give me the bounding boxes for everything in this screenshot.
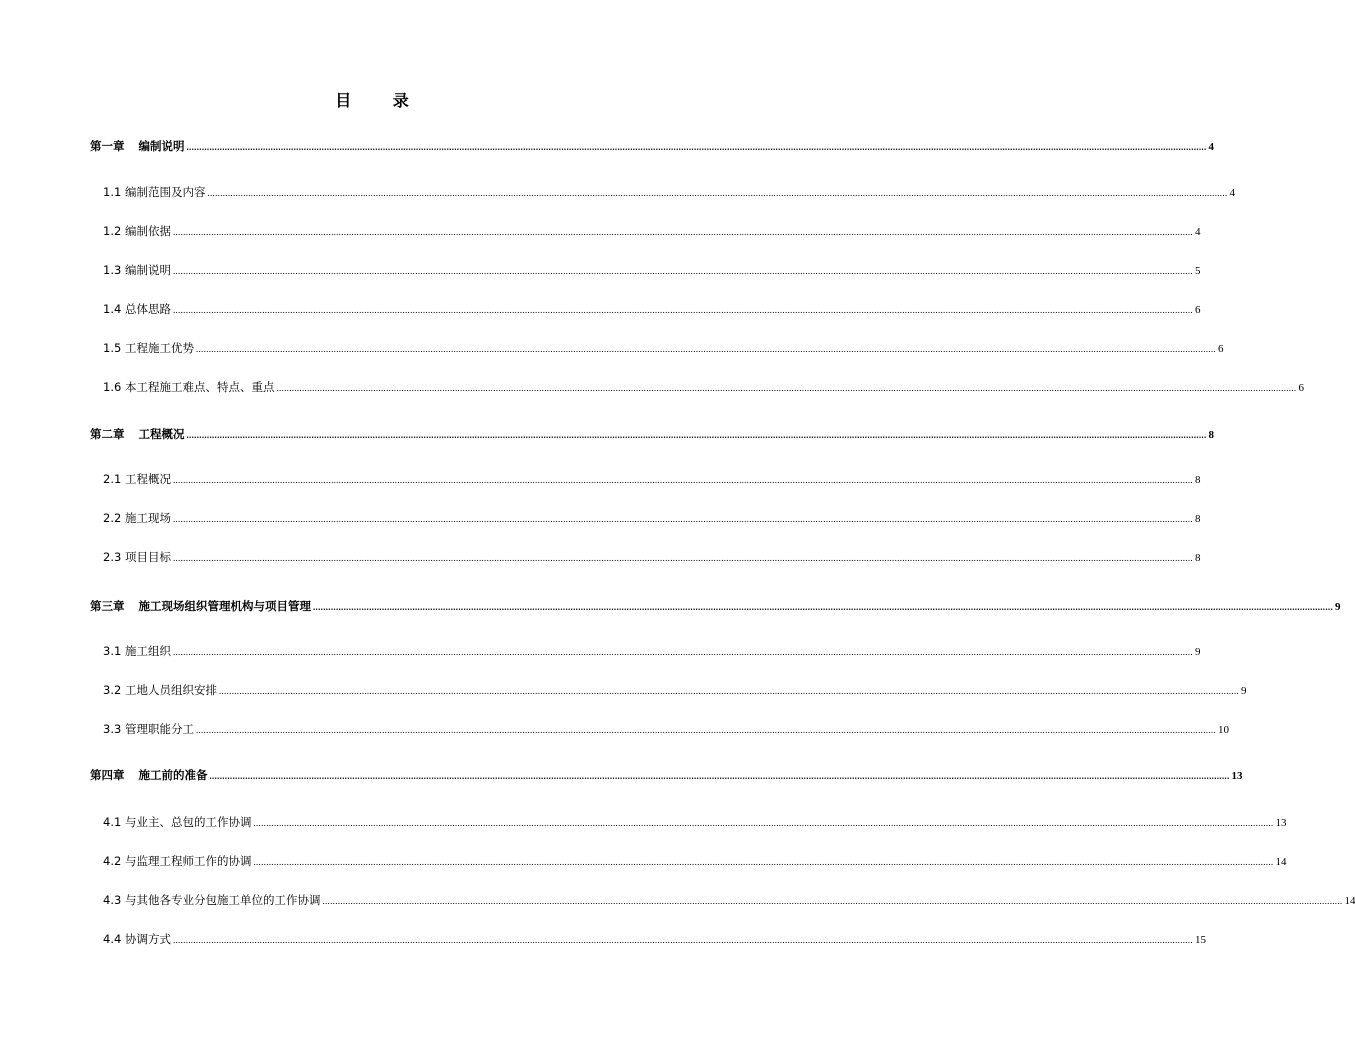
toc-page-number: 8 — [1194, 474, 1201, 486]
toc-section-title: 1.2 编制依据 — [103, 224, 171, 238]
toc-chapter-title: 施工现场组织管理机构与项目管理 — [138, 599, 311, 613]
toc-section-entry[interactable] — [0, 469, 1201, 489]
toc-chapter-title: 工程概况 — [138, 427, 185, 441]
toc-section-title: 1.4 总体思路 — [103, 302, 171, 316]
toc-page-number: 9 — [1194, 646, 1201, 658]
toc-leader-dots: ................................................................................................................................................................................................................................................................................................................................................................................................................ — [195, 344, 1216, 354]
toc-leader-dots: ................................................................................................................................................................................................................................................................................................................................................................................................................ — [313, 602, 1333, 612]
toc-leader-dots: ................................................................................................................................................................................................................................................................................................................................................................................................................ — [195, 725, 1216, 735]
toc-section-entry[interactable] — [0, 719, 1229, 739]
toc-leader-dots: ................................................................................................................................................................................................................................................................................................................................................................................................................ — [172, 305, 1193, 315]
toc-chapter-number: 第三章 — [90, 599, 125, 613]
toc-leader-dots: ................................................................................................................................................................................................................................................................................................................................................................................................................ — [186, 430, 1207, 440]
toc-leader-dots: ................................................................................................................................................................................................................................................................................................................................................................................................................ — [276, 383, 1297, 393]
toc-section-title: 3.3 管理职能分工 — [103, 722, 194, 736]
toc-page-number: 4 — [1194, 226, 1201, 238]
toc-section-entry[interactable] — [0, 299, 1201, 319]
toc-section-entry[interactable] — [0, 377, 1304, 397]
toc-page-number: 9 — [1335, 601, 1341, 613]
toc-page-number: 14 — [1275, 856, 1287, 868]
toc-leader-dots: ................................................................................................................................................................................................................................................................................................................................................................................................................ — [172, 935, 1193, 945]
toc-section-entry[interactable] — [0, 812, 1287, 832]
toc-section-entry[interactable] — [0, 851, 1287, 871]
toc-chapter-number: 第二章 — [90, 427, 125, 441]
toc-page-number: 8 — [1194, 513, 1201, 525]
toc-section-entry[interactable] — [0, 260, 1201, 280]
toc-leader-dots: ................................................................................................................................................................................................................................................................................................................................................................................................................ — [172, 553, 1193, 563]
toc-page-number: 13 — [1275, 817, 1287, 829]
toc-page-number: 8 — [1194, 552, 1201, 564]
toc-section-entry[interactable] — [0, 547, 1201, 567]
toc-leader-dots: ................................................................................................................................................................................................................................................................................................................................................................................................................ — [209, 771, 1230, 781]
toc-leader-dots: ................................................................................................................................................................................................................................................................................................................................................................................................................ — [186, 142, 1207, 152]
toc-section-title: 2.2 施工现场 — [103, 511, 171, 525]
toc-leader-dots: ................................................................................................................................................................................................................................................................................................................................................................................................................ — [172, 647, 1193, 657]
toc-section-entry[interactable] — [0, 929, 1206, 949]
toc-page-number: 6 — [1194, 304, 1201, 316]
toc-chapter-entry[interactable] — [0, 424, 1214, 444]
toc-section-entry[interactable] — [0, 182, 1235, 202]
toc-page-number: 4 — [1208, 141, 1214, 153]
toc-chapter-title: 编制说明 — [138, 139, 185, 153]
toc-section-entry[interactable] — [0, 508, 1201, 528]
toc-leader-dots: ................................................................................................................................................................................................................................................................................................................................................................................................................ — [322, 896, 1343, 906]
toc-section-title: 1.1 编制范围及内容 — [103, 185, 206, 199]
toc-section-title: 1.5 工程施工优势 — [103, 341, 194, 355]
toc-title: 目 录 — [335, 91, 427, 110]
toc-section-title: 2.1 工程概况 — [103, 472, 171, 486]
toc-chapter-entry[interactable] — [0, 136, 1214, 156]
toc-section-entry[interactable] — [0, 338, 1224, 358]
toc-section-title: 3.2 工地人员组织安排 — [103, 683, 217, 697]
toc-page-number: 9 — [1240, 685, 1247, 697]
toc-leader-dots: ................................................................................................................................................................................................................................................................................................................................................................................................................ — [253, 857, 1274, 867]
toc-page-number: 5 — [1194, 265, 1201, 277]
toc-section-title: 4.2 与监理工程师工作的协调 — [103, 854, 252, 868]
toc-section-title: 1.3 编制说明 — [103, 263, 171, 277]
toc-section-title: 4.4 协调方式 — [103, 932, 171, 946]
toc-page-number: 14 — [1344, 895, 1355, 907]
toc-page-number: 4 — [1229, 187, 1235, 199]
toc-section-title: 3.1 施工组织 — [103, 644, 171, 658]
toc-chapter-number: 第四章 — [90, 768, 125, 782]
toc-leader-dots: ................................................................................................................................................................................................................................................................................................................................................................................................................ — [218, 686, 1239, 696]
toc-section-entry[interactable] — [0, 890, 1355, 910]
toc-section-entry[interactable] — [0, 680, 1247, 700]
toc-chapter-entry[interactable] — [0, 765, 1243, 785]
toc-leader-dots: ................................................................................................................................................................................................................................................................................................................................................................................................................ — [172, 266, 1193, 276]
toc-leader-dots: ................................................................................................................................................................................................................................................................................................................................................................................................................ — [172, 227, 1193, 237]
toc-page-number: 10 — [1217, 724, 1229, 736]
toc-chapter-entry[interactable] — [0, 596, 1341, 616]
toc-page-number: 15 — [1194, 934, 1206, 946]
toc-leader-dots: ................................................................................................................................................................................................................................................................................................................................................................................................................ — [207, 188, 1228, 198]
toc-chapter-title: 施工前的准备 — [138, 768, 208, 782]
toc-leader-dots: ................................................................................................................................................................................................................................................................................................................................................................................................................ — [253, 818, 1274, 828]
toc-leader-dots: ................................................................................................................................................................................................................................................................................................................................................................................................................ — [172, 475, 1193, 485]
toc-page-number: 8 — [1208, 429, 1214, 441]
toc-section-title: 4.1 与业主、总包的工作协调 — [103, 815, 252, 829]
toc-section-entry[interactable] — [0, 221, 1201, 241]
toc-page-number: 13 — [1231, 770, 1243, 782]
toc-page-number: 6 — [1298, 382, 1304, 394]
toc-leader-dots: ................................................................................................................................................................................................................................................................................................................................................................................................................ — [172, 514, 1193, 524]
toc-chapter-number: 第一章 — [90, 139, 125, 153]
toc-section-title: 4.3 与其他各专业分包施工单位的工作协调 — [103, 893, 321, 907]
toc-section-entry[interactable] — [0, 641, 1201, 661]
toc-page-number: 6 — [1217, 343, 1224, 355]
toc-section-title: 2.3 项目目标 — [103, 550, 171, 564]
toc-section-title: 1.6 本工程施工难点、特点、重点 — [103, 380, 275, 394]
